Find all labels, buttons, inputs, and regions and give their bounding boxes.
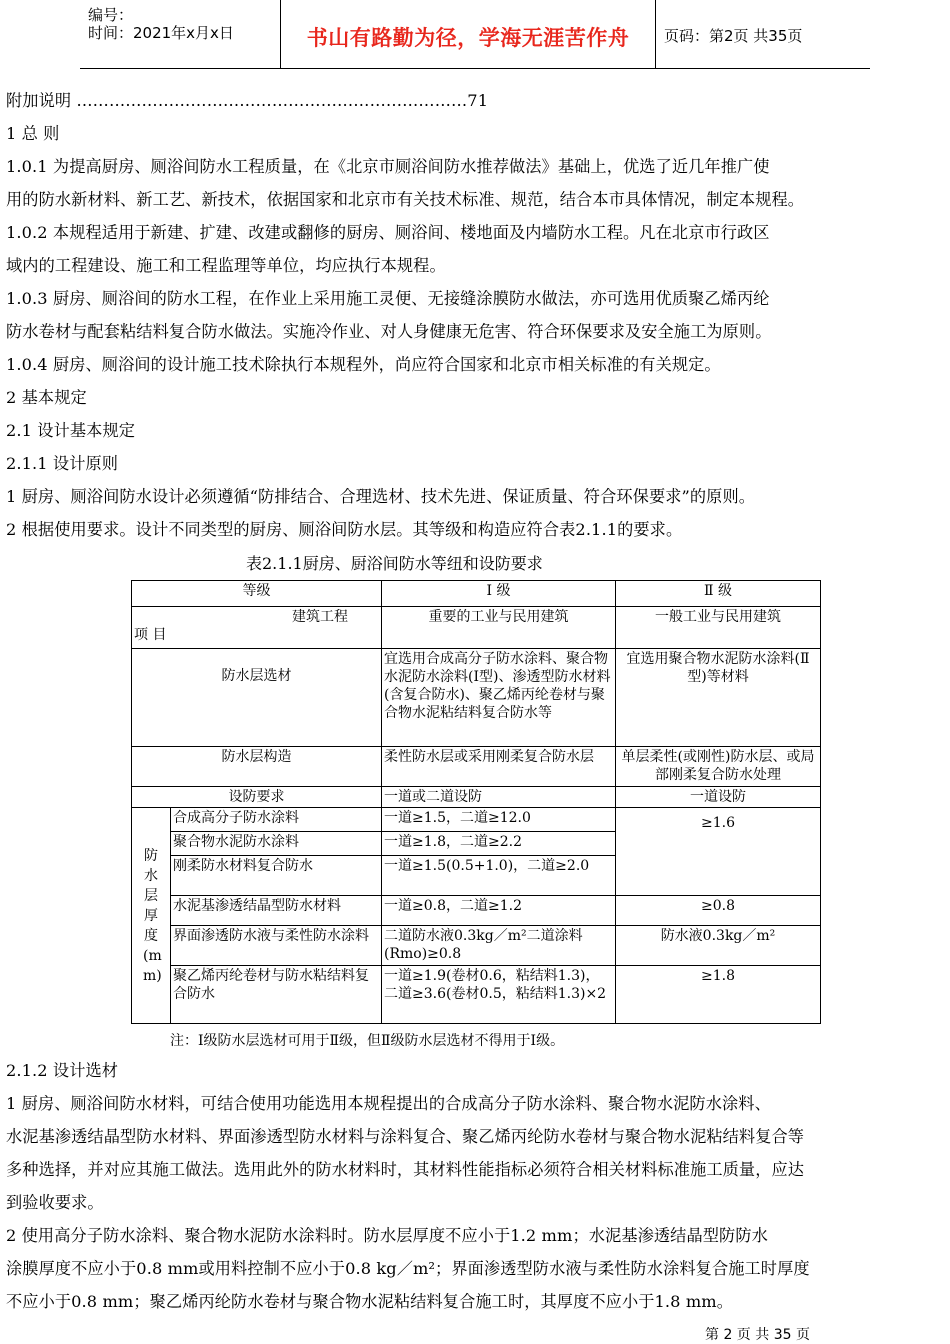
row-name: 聚合物水泥防水涂料 [171, 832, 382, 856]
paragraph-line: 1.0.3 厨房、厕浴间的防水工程，在作业上采用施工灵便、无接缝涂膜防水做法，亦可选用优质聚乙烯丙纶 [6, 289, 770, 308]
page-footer: 第 2 页 共 35 页 [705, 1327, 810, 1343]
row-level2: ≥0.8 [616, 896, 821, 926]
row-level2: ≥1.8 [616, 966, 821, 1024]
toc-line: 附加说明 ………………………………………………………………71 [6, 91, 489, 110]
paragraph-line: 防水卷材与配套粘结料复合防水做法。实施冷作业、对人身健康无危害、符合环保要求及安全施工为原则。 [6, 322, 772, 341]
table-row [132, 966, 821, 1024]
number-label: 编号： [88, 6, 134, 24]
material-level2: 宜选用聚合物水泥防水涂料(Ⅱ型)等材料 [616, 649, 821, 747]
header-motto-cell [281, 0, 656, 68]
paragraph-line: 用的防水新材料、新工艺、新技术，依据国家和北京市有关技术标准、规范，结合本市具体情况，制定本规程。 [6, 190, 805, 209]
waterproof-grade-table [131, 580, 821, 1024]
row-name: 水泥基渗透结晶型防水材料 [171, 896, 382, 926]
motto: 书山有路勤为径，学海无涯苦作舟 [306, 26, 630, 50]
page-info: 页码：第2页 共35页 [664, 27, 803, 45]
row-name: 界面渗透防水液与柔性防水涂料 [171, 926, 382, 966]
subsection-heading: 2.1.1 设计原则 [6, 454, 119, 473]
header-grade: 等级 [132, 581, 382, 607]
subheader-building: 建筑工程 [292, 609, 348, 625]
row-name: 聚乙烯丙纶卷材与防水粘结料复合防水 [171, 966, 382, 1024]
paragraph-line: 到验收要求。 [6, 1193, 104, 1212]
table-caption: 表2.1.1厨房、厨浴间防水等纽和设防要求 [246, 554, 543, 573]
subheader-diagonal-cell [132, 607, 382, 649]
row-level1: 一道≥1.5(0.5+1.0)，二道≥2.0 [382, 856, 616, 896]
table-row [132, 926, 821, 966]
merged-level2: ≥1.6 [616, 808, 821, 896]
header-page-cell [656, 0, 870, 68]
header-level2: Ⅱ 级 [616, 581, 821, 607]
paragraph-line: 2 使用高分子防水涂料、聚合物水泥防水涂料时。防水层厚度不应小于1.2 mm；水泥基渗透结晶型防防水 [6, 1226, 768, 1245]
row-name: 刚柔防水材料复合防水 [171, 856, 382, 896]
row-level2: 防水液0.3kg／m² [616, 926, 821, 966]
row-level1: 一道≥1.8，二道≥2.2 [382, 832, 616, 856]
thickness-label [132, 808, 171, 1024]
paragraph-line: 多种选择，并对应其施工做法。选用此外的防水材料时，其材料性能指标必须符合相关材料标准施工质量，应达 [6, 1160, 805, 1179]
row-level1: 一道≥1.5，二道≥12.0 [382, 808, 616, 832]
structure-label: 防水层构造 [132, 747, 382, 787]
paragraph-line: 1.0.2 本规程适用于新建、扩建、改建或翻修的厨房、厕浴间、楼地面及内墙防水工程。凡在北京市行政区 [6, 223, 770, 242]
table-row [132, 808, 821, 832]
paragraph-line: 1.0.1 为提高厨房、厕浴间防水工程质量，在《北京市厕浴间防水推荐做法》基础上，优选了近几年推广使 [6, 157, 770, 176]
table-note: 注：Ⅰ级防水层选材可用于Ⅱ级，但Ⅱ级防水层选材不得用于Ⅰ级。 [170, 1033, 565, 1049]
paragraph-line: 域内的工程建设、施工和工程监理等单位，均应执行本规程。 [6, 256, 446, 275]
row-level1: 一道≥1.9(卷材0.6，粘结料1.3)，二道≥3.6(卷材0.5，粘结料1.3)×2 [382, 966, 616, 1024]
row-level1: 一道≥0.8，二道≥1.2 [382, 896, 616, 926]
table-row [132, 896, 821, 926]
table-row [132, 747, 821, 787]
structure-level2: 单层柔性(或刚性)防水层、或局部刚柔复合防水处理 [616, 747, 821, 787]
paragraph-line: 水泥基渗透结晶型防水材料、界面渗透型防水材料与涂料复合、聚乙烯丙纶防水卷材与聚合物水泥粘结料复合等 [6, 1127, 805, 1146]
paragraph-line: 不应小于0.8 mm；聚乙烯丙纶防水卷材与聚合物水泥粘结料复合施工时，其厚度不应小于1.8 mm。 [6, 1292, 734, 1311]
subheader-level1: 重要的工业与民用建筑 [382, 607, 616, 649]
material-label: 防水层选材 [132, 649, 382, 747]
subheader-item: 项 目 [134, 627, 167, 643]
requirement-level1: 一道或二道设防 [382, 787, 616, 808]
paragraph-line: 1 厨房、厕浴间防水设计必须遵循“防排结合、合理选材、技术先进、保证质量、符合环保要求”的原则。 [6, 487, 756, 506]
subsection-heading: 2.1 设计基本规定 [6, 421, 136, 440]
page-header [80, 0, 870, 69]
section-heading: 2 基本规定 [6, 388, 87, 407]
table-row [132, 649, 821, 747]
table-row [132, 787, 821, 808]
paragraph-line: 涂膜厚度不应小于0.8 mm或用料控制不应小于0.8 kg／m²；界面渗透型防水液与柔性防水涂料复合施工时厚度 [6, 1259, 810, 1278]
header-level1: Ⅰ 级 [382, 581, 616, 607]
subheader-level2: 一般工业与民用建筑 [616, 607, 821, 649]
table-row [132, 581, 821, 607]
structure-level1: 柔性防水层或采用刚柔复合防水层 [382, 747, 616, 787]
section-heading: 1 总 则 [6, 124, 60, 143]
time-label: 时间：2021年x月x日 [88, 24, 234, 42]
header-info-cell [80, 0, 281, 68]
material-level1: 宜选用合成高分子防水涂料、聚合物水泥防水涂料(Ⅰ型)、渗透型防水材料(含复合防水)、聚乙烯丙纶卷材与聚合物水泥粘结料复合防水等 [382, 649, 616, 747]
requirement-label: 设防要求 [132, 787, 382, 808]
thickness-label-text: 防水层厚度(mm) [143, 847, 162, 984]
table-row [132, 607, 821, 649]
paragraph-line: 2 根据使用要求。设计不同类型的厨房、厕浴间防水层。其等级和构造应符合表2.1.1的要求。 [6, 520, 683, 539]
requirement-level2: 一道设防 [616, 787, 821, 808]
subsection-heading: 2.1.2 设计选材 [6, 1061, 119, 1080]
paragraph-line: 1 厨房、厕浴间防水材料，可结合使用功能选用本规程提出的合成高分子防水涂料、聚合物水泥防水涂料、 [6, 1094, 771, 1113]
row-level1: 二道防水液0.3kg／m²二道涂料(Rmo)≥0.8 [382, 926, 616, 966]
paragraph-line: 1.0.4 厨房、厕浴间的设计施工技术除执行本规程外，尚应符合国家和北京市相关标准的有关规定。 [6, 355, 721, 374]
row-name: 合成高分子防水涂料 [171, 808, 382, 832]
